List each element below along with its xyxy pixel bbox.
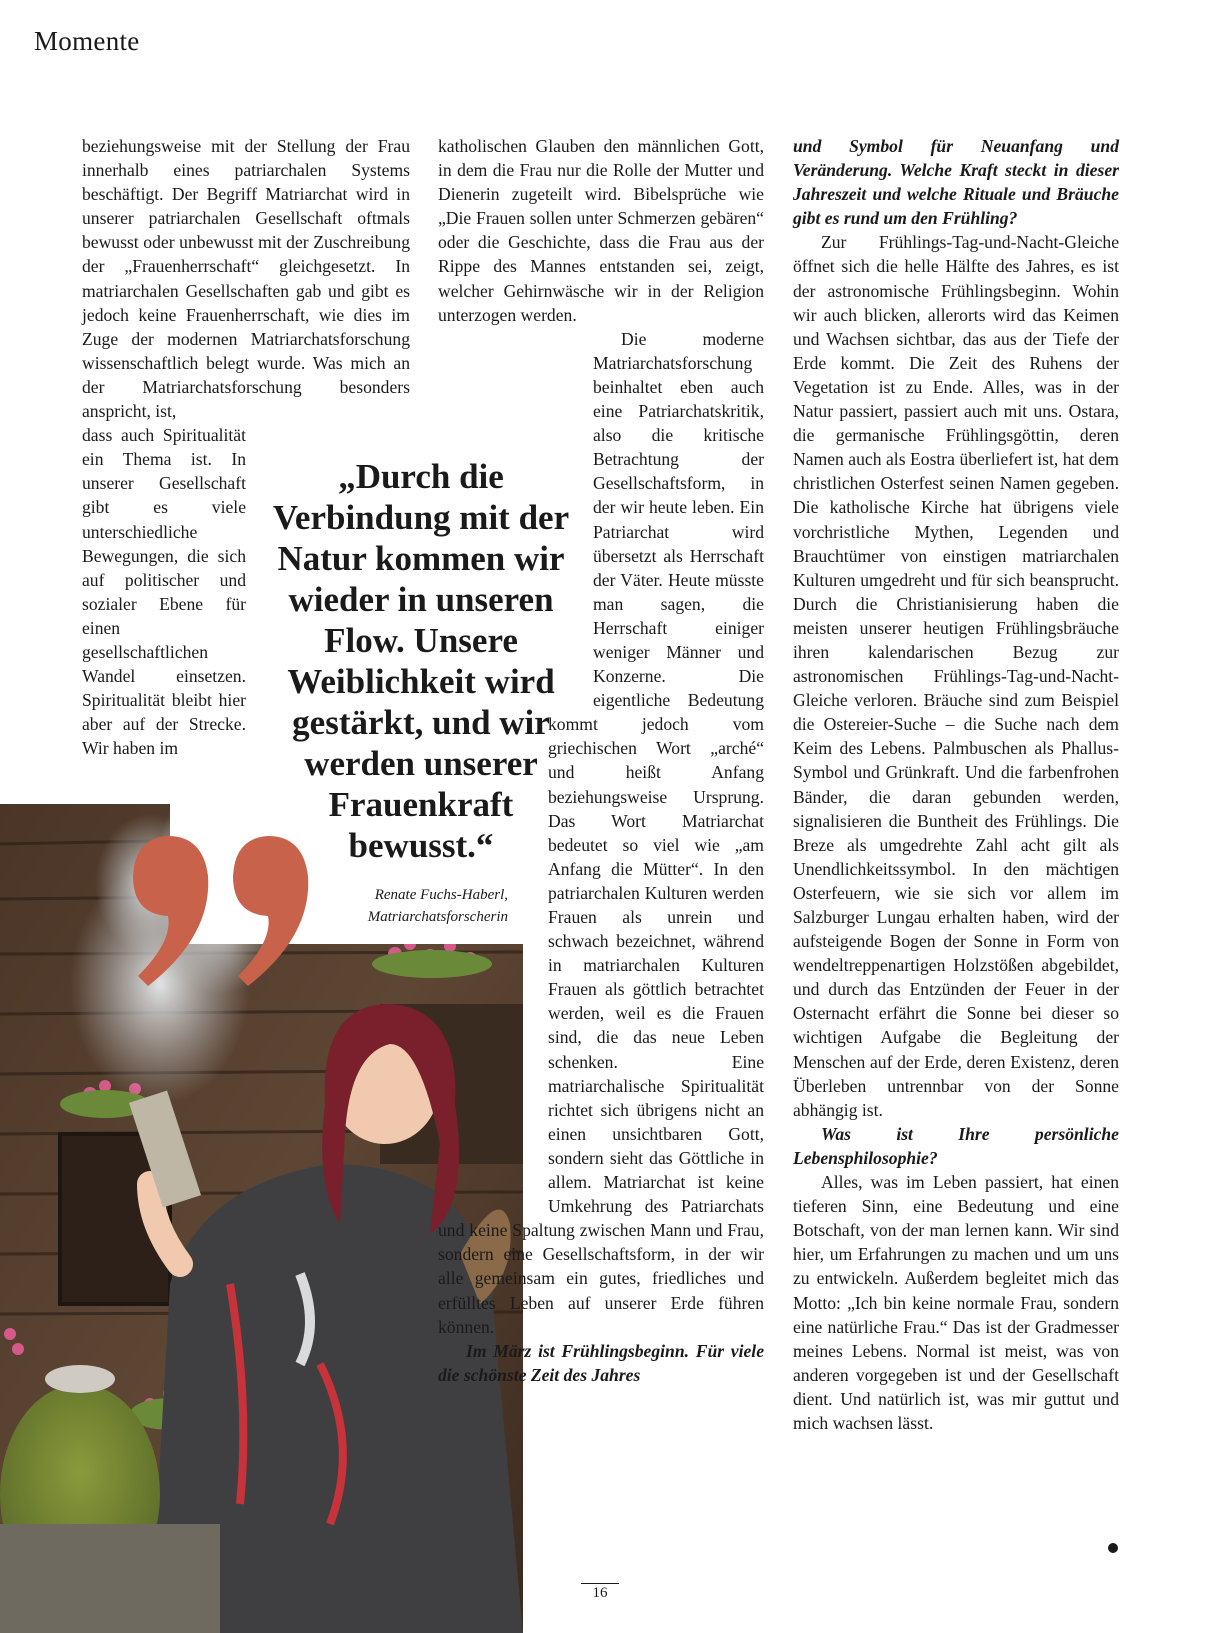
column-1-lead-text: beziehungsweise mit der Stellung der Frau innerhalb eines patriarchalen Systems beschäftigt. Der Begriff Matriarchat wird in unserer patriarchalen Gesellschaft oftmals bewusst oder unbewusst mit der Zuschreibung der „Frauenherrschaft“ gleichgesetzt. In matriarchalen Gesellschaften gab und gibt es jedoch keine Frauenherrschaft, wie dies im Zuge der modernen Matriarchatsforschung wissenschaftlich belegt wurde. Was mich an der Matriarchatsforschung besonders anspricht, ist, — [82, 136, 410, 422]
article-column-1 — [82, 134, 410, 760]
pull-quote-author-name: Renate Fuchs-Haberl, — [374, 887, 508, 903]
section-title: Momente — [34, 26, 140, 56]
article-column-3 — [793, 134, 1119, 1435]
article-column-2 — [438, 134, 764, 1387]
page-number-rule — [581, 1583, 619, 1584]
pull-quote-text: „Durch die Verbindung mit der Natur kommen wir wieder in unseren Flow. Unsere Weiblichkeit wird gestärkt, und wir werden unserer Frauenkraft bewusst.“ — [272, 457, 570, 865]
wrap-spacer — [438, 449, 593, 689]
column-1-narrow-text: dass auch Spiritualität ein Thema ist. In unserer Gesellschaft gibt es viele unterschiedliche Bewegungen, die sich auf politischer und sozialer Ebene für einen gesellschaftlichen Wandel einsetzen. Spiritualität bleibt hier aber auf der Strecke. Wir haben im — [82, 425, 246, 759]
column-3-question-2: Was ist Ihre persönliche Lebensphilosophie? — [793, 1123, 1119, 1168]
column-3-paragraph-1: Zur Frühlings-Tag-und-Nacht-Gleiche öffnet sich die helle Hälfte des Jahres, es ist der astronomische Frühlingsbeginn. Wohin wir auch blicken, allerorts wird das Keimen und Wachsen sichtbar, das aus der Tiefe der Erde kommt. Die Zeit des Ruhens der Vegetation ist zu Ende. Alles, was in der Natur passiert, passiert auch mit uns. Ostara, die germanische Frühlingsgöttin, deren Namen auch als Eostra überliefert ist, hat dem christlichen Osterfest seinen Namen gegeben. Die katholische Kirche hat übrigens viele vorchristliche Mythen, Legenden und Brauchtümer von einstigen matriarchalen Kulturen umgedreht und für sich beansprucht. Durch die Christianisierung haben die meisten unserer heutigen Frühlingsbräuche ihren kalendarischen Bezug zur astronomischen Frühlings-Tag-und-Nacht-Gleiche verloren. Bräuche sind zum Beispiel die Ostereier-Suche – die Suche nach dem Keim des Lebens. Palmbuschen als Phallus-Symbol und Grünkraft. Und die farbenfrohen Bänder, die daran gebunden werden, signalisieren die Buntheit des Frühlings. Die Breze als umgedrehte Zahl acht gilt als Unendlichkeitssymbol. In den mächtigen Osterfeuern, wie sie sich vor allem im Salzburger Lungau erhalten haben, wird der aufsteigende Bogen der Sonne in Form von wendeltreppenartigen Holzstößen abgebildet, und durch das Entzünden der Feuer in der Osternacht erfährt die Sonne bei dieser so wichtigen Aufgabe die Begleitung der Menschen auf der Erde, deren Existenz, deren Überleben untrennbar von der Sonne abhängig ist. — [793, 232, 1119, 1120]
page-number: 16 — [592, 1585, 608, 1601]
column-2-question: Im März ist Frühlingsbeginn. Für viele die schönste Zeit des Jahres — [438, 1340, 764, 1385]
end-of-article-bullet — [1108, 1543, 1118, 1553]
wrap-spacer — [438, 689, 548, 1209]
column-2-paragraph-2: Die moderne Matriarchatsforschung beinhaltet eben auch eine Patriarchatskritik, also die kritische Betrachtung der Gesellschaftsform, in der wir heute leben. Ein Patriarchat wird übersetzt als Herrschaft der Väter. Heute müsste man sagen, die Herrschaft einiger weniger Männer und Konzerne. Die eigentliche Bedeutung kommt jedoch vom griechischen Wort „arché“ und heißt Anfang beziehungsweise Ursprung. Das Wort Matriarchat bedeutet so viel wie „am Anfang die Mütter“. In den patriarchalen Kulturen werden Frauen als unrein und schwach bezeichnet, während in matriarchalen Kulturen Frauen als göttlich betrachtet werden, weil es die Frauen sind, die das neue Leben schenken. Eine matriarchalische Spiritualität richtet sich übrigens nicht an einen unsichtbaren Gott, sondern sieht das Göttliche in allem. Matriarchat ist keine Umkehrung des Patriarchats und keine Spaltung zwischen Mann und Frau, sondern eine Gesellschaftsform, in der wir alle gemeinsam ein gutes, friedliches und erfülltes Leben auf unserer Erde führen können. — [438, 328, 764, 1337]
column-3-question-continued: und Symbol für Neuanfang und Veränderung. Welche Kraft steckt in dieser Jahreszeit und welche Rituale und Bräuche gibt es rund um den Frühling? — [793, 136, 1119, 229]
pull-quote-author-role: Matriarchatsforscherin — [367, 909, 508, 925]
column-3-paragraph-2: Alles, was im Leben passiert, hat einen tieferen Sinn, eine Bedeutung und eine Botschaft, von der man lernen kann. Wir sind hier, um Erfahrungen zu machen und um uns zu entwickeln. Außerdem begleitet mich das Motto: „Ich bin keine normale Frau, sondern eine natürliche Frau.“ Das ist der Gradmesser meines Lebens. Normal ist meist, was von anderen vorgegeben ist und der Gesellschaft dient. Und natürlich ist, was mir guttut und mich wachsen lässt. — [793, 1172, 1119, 1433]
column-2-paragraph-1: katholischen Glauben den männlichen Gott, in dem die Frau nur die Rolle der Mutter und Dienerin zugeteilt wird. Bibelsprüche wie „Die Frauen sollen unter Schmerzen gebären“ oder die Geschichte, dass die Frau aus der Rippe des Mannes entstanden sei, zeigt, welcher Gehirnwäsche wir in der Religion unterzogen werden. — [438, 136, 764, 325]
